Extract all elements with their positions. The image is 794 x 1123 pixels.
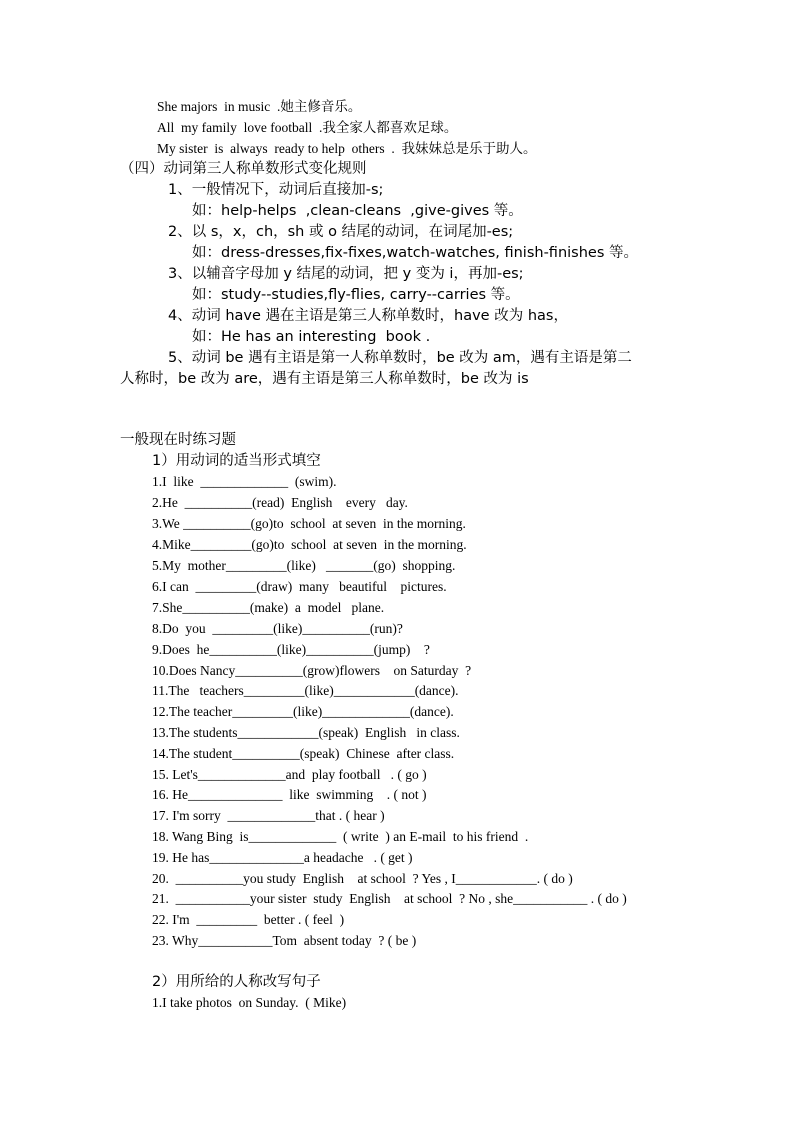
exercise-item: 3.We __________(go)to school at seven in the morning.	[152, 516, 466, 531]
part1-heading: 1）用动词的适当形式填空	[152, 453, 321, 469]
rules-heading: （四）动词第三人称单数形式变化规则	[120, 161, 367, 177]
exercise-item: 15. Let's_____________and play football . ( go )	[152, 767, 427, 782]
exercise-item: 11.The teachers_________(like)____________(dance).	[152, 683, 459, 698]
exercise-item: 22. I'm _________ better . ( feel )	[152, 912, 345, 927]
exercise-item: 18. Wang Bing is_____________ ( write ) an E-mail to his friend .	[152, 829, 529, 844]
exercise-item: 8.Do you _________(like)__________(run)?	[152, 621, 403, 636]
exercise-item: 12.The teacher_________(like)_____________(dance).	[152, 704, 454, 719]
exercise-title: 一般现在时练习题	[120, 432, 236, 448]
exercise-item: 21. ___________your sister study English at school ? No , she___________ . ( do )	[152, 891, 627, 906]
rule-line: 3、以辅音字母加 y 结尾的动词，把 y 变为 i，再加-es;	[168, 266, 524, 282]
exercise-item: 6.I can _________(draw) many beautiful pictures.	[152, 579, 447, 594]
rule-line: 1、一般情况下，动词后直接加-s;	[168, 182, 384, 198]
exercise-item: 1.I like _____________ (swim).	[152, 474, 337, 489]
exercise-item: 2.He __________(read) English every day.	[152, 495, 408, 510]
exercise-item: 5.My mother_________(like) _______(go) shopping.	[152, 558, 456, 573]
rule-line: 2、以 s，x，ch，sh 或 o 结尾的动词，在词尾加-es;	[168, 224, 514, 240]
exercise-item: 19. He has______________a headache . ( get )	[152, 850, 413, 865]
part2-heading: 2）用所给的人称改写句子	[152, 974, 321, 990]
exercise-item: 23. Why___________Tom absent today ? ( be )	[152, 933, 417, 948]
exercise-item: 4.Mike_________(go)to school at seven in the morning.	[152, 537, 467, 552]
example-sentence: My sister is always ready to help others . 我妹妹总是乐于助人。	[157, 141, 537, 156]
example-sentence: All my family love football .我全家人都喜欢足球。	[157, 120, 458, 135]
rule-line-continued: 人称时，be 改为 are，遇有主语是第三人称单数时，be 改为 is	[120, 371, 529, 387]
exercise-item: 9.Does he__________(like)__________(jump) ?	[152, 642, 430, 657]
exercise-item: 13.The students____________(speak) English in class.	[152, 725, 460, 740]
exercise-item: 10.Does Nancy__________(grow)flowers on Saturday ?	[152, 663, 472, 678]
example-sentence: She majors in music .她主修音乐。	[157, 99, 362, 114]
rule-example: 如：dress-dresses,fix-fixes,watch-watches, finish-finishes 等。	[192, 245, 638, 261]
exercise-item: 17. I'm sorry _____________that . ( hear )	[152, 808, 385, 823]
exercise-item: 20. __________you study English at school ? Yes , I____________. ( do )	[152, 871, 573, 886]
rule-example: 如：study--studies,fly-flies, carry--carries 等。	[192, 287, 520, 303]
rule-example: 如：help-helps ,clean-cleans ,give-gives 等。	[192, 203, 523, 219]
exercise-item: 14.The student__________(speak) Chinese after class.	[152, 746, 455, 761]
rule-line: 4、动词 have 遇在主语是第三人称单数时，have 改为 has，	[168, 308, 568, 324]
rule-line: 5、动词 be 遇有主语是第一人称单数时，be 改为 am，遇有主语是第二	[168, 350, 632, 366]
rule-example: 如：He has an interesting book .	[192, 329, 431, 345]
exercise-item: 1.I take photos on Sunday. ( Mike)	[152, 995, 347, 1010]
exercise-item: 7.She__________(make) a model plane.	[152, 600, 385, 615]
exercise-item: 16. He______________ like swimming . ( not )	[152, 787, 427, 802]
